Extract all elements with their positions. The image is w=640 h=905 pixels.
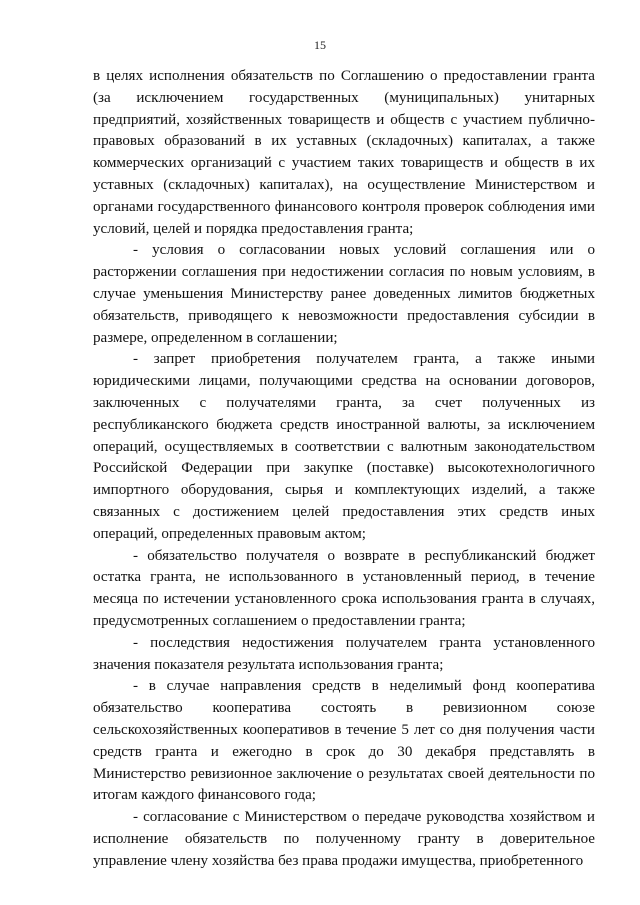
document-body	[93, 66, 595, 872]
paragraph-inspection-consent: в целях исполнения обязательств по Соглашению о предоставлении гранта (за исключением государственных (муниципальных) унитарных предприятий, хозяйственных товариществ и обществ с участием публично-правовых образований в их уставных (складочных) капиталах, а также коммерческих организаций с участием таких товариществ и обществ в их уставных (складочных) капиталах), на осуществление Министерством и органами государственного финансового контроля проверок соблюдения ими условий, целей и порядка предоставления гранта;	[93, 68, 595, 237]
paragraph-result-consequences: - последствия недостижения получателем гранта установленного значения показателя результата использования гранта;	[93, 634, 595, 673]
page-number: 15	[314, 38, 326, 52]
paragraph-foreign-currency-ban: - запрет приобретения получателем гранта, а также иными юридическими лицами, получающими средства на основании договоров, заключенных с получателями гранта, за счет полученных из республиканского бюджета средств иностранной валюты, за исключением операций, осуществляемых в соответствии с валютным законодательством Российской Федерации при закупке (поставке) высокотехнологичного импортного оборудования, сырья и комплектующих изделий, а также связанных с достижением целей предоставления этих средств иных операций, определенных правовым актом;	[93, 351, 595, 542]
paragraph-grant-refund-obligation: - обязательство получателя о возврате в республиканский бюджет остатка гранта, не использованного в установленный период, в течение месяца по истечении установленного срока использования гранта в случаях, предусмотренных соглашением о предоставлении гранта;	[93, 547, 595, 629]
paragraph-cooperative-audit-union: - в случае направления средств в неделимый фонд кооператива обязательство кооператива состоять в ревизионном союзе сельскохозяйственных кооперативов в течение 5 лет со дня получения части средств гранта и ежегодно в срок до 30 декабря представлять в Министерство ревизионное заключение о результатах своей деятельности по итогам каждого финансового года;	[93, 678, 595, 804]
paragraph-agreement-amendment: - условия о согласовании новых условий соглашения или о расторжении соглашения при недостижении согласия по новым условиям, в случае уменьшения Министерству ранее доведенных лимитов бюджетных обязательств, приводящего к невозможности предоставления субсидии в размере, определенном в соглашении;	[93, 242, 595, 346]
paragraph-trust-management: - согласование с Министерством о передаче руководства хозяйством и исполнение обязательств по полученному гранту в доверительное управление члену хозяйства без права продажи имущества, приобретенного	[93, 809, 595, 869]
